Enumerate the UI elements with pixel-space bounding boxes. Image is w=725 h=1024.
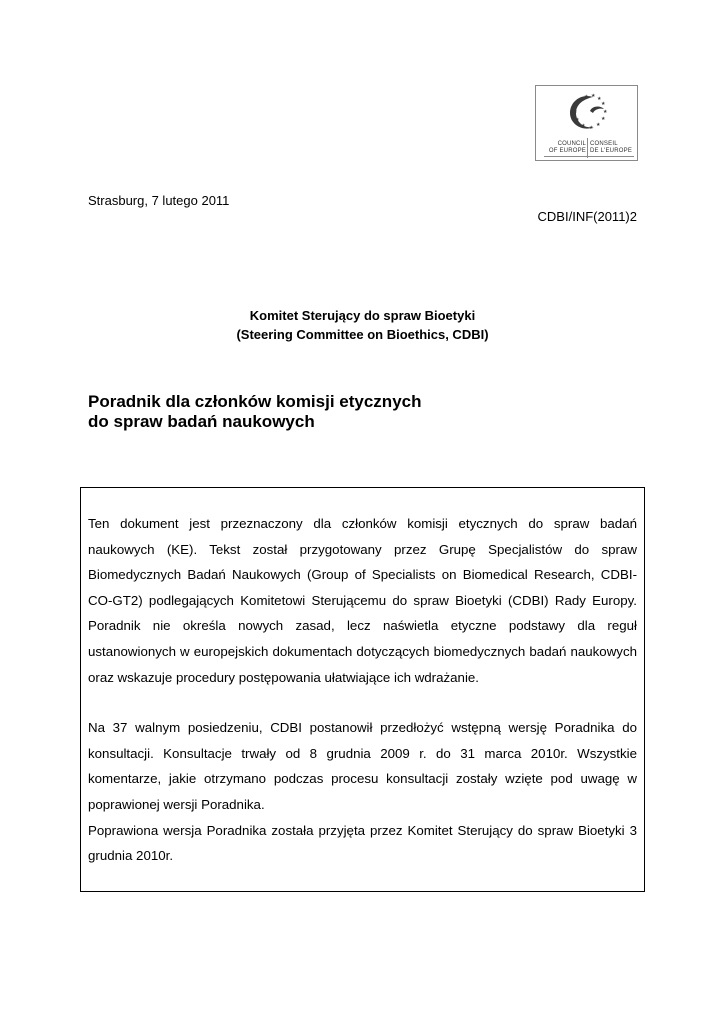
- svg-text:★: ★: [597, 96, 602, 102]
- document-title-line1: Poradnik dla członków komisji etycznych: [88, 392, 422, 411]
- council-of-europe-logo: [535, 85, 638, 161]
- svg-text:★: ★: [576, 100, 581, 106]
- svg-text:★: ★: [603, 109, 608, 115]
- committee-name-polish: Komitet Sterujący do spraw Bioetyki: [249, 308, 476, 323]
- logo-text-french-line2: DE L'EUROPE: [590, 148, 633, 154]
- svg-text:★: ★: [584, 94, 589, 100]
- svg-text:★: ★: [589, 125, 594, 131]
- logo-text-french-line1: CONSEIL: [590, 141, 618, 147]
- logo-text-english-line1: COUNCIL: [557, 141, 586, 147]
- logo-text-french: [590, 141, 635, 155]
- council-of-europe-emblem-icon: [560, 91, 612, 135]
- document-reference: CDBI/INF(2011)2: [537, 209, 637, 224]
- svg-text:★: ★: [596, 122, 601, 128]
- summary-paragraph-1: Ten dokument jest przeznaczony dla członków komisji etycznych do spraw badań naukowych (KE). Tekst został przygotowany przez Grupę Specjalistów do spraw Biomedycznych Badań Naukowych (Group of Specialists on Biomedical Research, CDBI-CO-GT2) podlegających Komitetowi Sterującemu do spraw Bioetyki (CDBI) Rady Europy. Poradnik nie określa nowych zasad, lecz naświetla etyczne podstawy dla reguł ustanowionych w europejskich dokumentach dotyczących biomedycznych badań naukowych oraz wskazuje procedury postępowania ułatwiające ich wdrażanie.: [88, 516, 637, 685]
- committee-heading: [0, 306, 725, 344]
- svg-text:★: ★: [581, 123, 586, 129]
- logo-text-english: [544, 141, 586, 155]
- svg-text:★: ★: [573, 109, 578, 115]
- place-date: Strasburg, 7 lutego 2011: [88, 193, 230, 208]
- logo-divider: [587, 138, 588, 158]
- summary-paragraph-2: Na 37 walnym posiedzeniu, CDBI postanowił przedłożyć wstępną wersję Poradnika do konsultacji. Konsultacje trwały od 8 grudnia 2009 r. do 31 marca 2010r. Wszystkie komentarze, jakie otrzymano podczas procesu konsultacji zostały wzięte pod uwagę w poprawionej wersji Poradnika.: [88, 720, 637, 812]
- document-title: [88, 392, 421, 432]
- logo-rule: [544, 156, 634, 157]
- svg-text:★: ★: [591, 93, 596, 99]
- svg-text:★: ★: [601, 101, 606, 107]
- summary-box: [80, 487, 645, 892]
- svg-text:★: ★: [601, 116, 606, 122]
- document-title-line2: do spraw badań naukowych: [88, 412, 315, 431]
- committee-name-english: (Steering Committee on Bioethics, CDBI): [236, 327, 489, 342]
- logo-text-english-line2: OF EUROPE: [548, 148, 586, 154]
- summary-paragraph-3: Poprawiona wersja Poradnika została przyjęta przez Komitet Sterujący do spraw Bioetyki 3 grudnia 2010r.: [88, 822, 637, 864]
- svg-text:★: ★: [575, 117, 580, 123]
